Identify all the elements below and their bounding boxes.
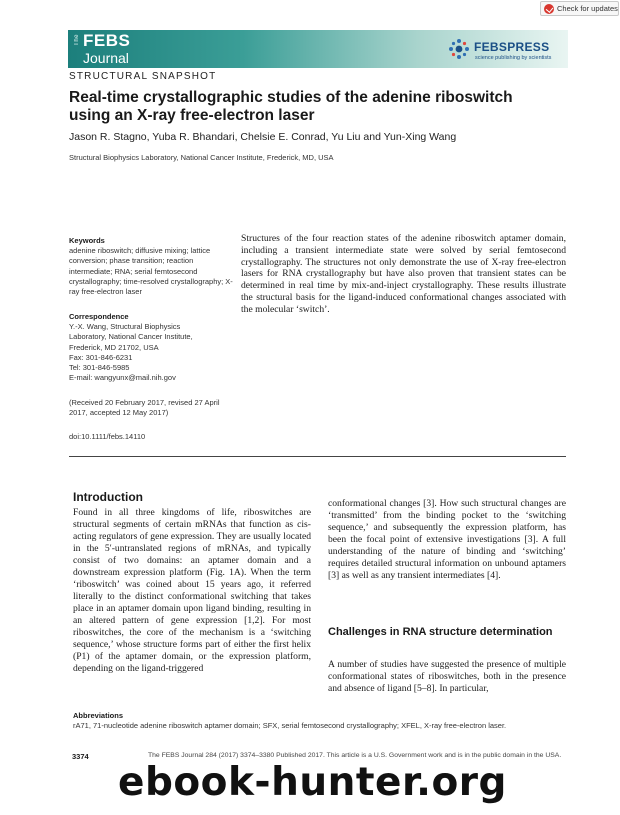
introduction-left-column	[73, 507, 311, 675]
introduction-right-column	[328, 498, 566, 582]
journal-logo-journal: Journal	[83, 50, 129, 66]
correspondence-line: Y.-X. Wang, Structural Biophysics	[69, 322, 181, 332]
keywords-block	[69, 236, 234, 297]
publisher-tagline: science publishing by scientists	[475, 55, 552, 61]
introduction-heading: Introduction	[73, 490, 143, 504]
article-authors: Jason R. Stagno, Yuba R. Bhandari, Chelsie E. Conrad, Yu Liu and Yun-Xing Wang	[69, 131, 457, 143]
section-divider	[69, 456, 566, 457]
challenges-heading: Challenges in RNA structure determination	[328, 626, 553, 638]
check-updates-icon	[544, 4, 554, 14]
article-type: STRUCTURAL SNAPSHOT	[69, 71, 217, 82]
author-affiliation: Structural Biophysics Laboratory, National Cancer Institute, Frederick, MD, USA	[69, 153, 334, 162]
check-updates-label: Check for updates	[557, 4, 618, 13]
article-title: Real-time crystallographic studies of the adenine riboswitch using an X-ray free-electron laser	[69, 89, 513, 124]
introduction-paragraph: Found in all three kingdoms of life, riboswitches are structural segments of certain mRNAs that function as cis-acting regulators of gene expression. They are usually located in the 5′-untranslated regions of mRNAs, and typically consist of two domains: an aptamer domain and a downstream expression platform (Fig. 1A). When the term ‘riboswitch’ was coined about 15 years ago, it referred literally to the distinct conformational switching that takes place in an aptamer domain upon ligand binding, resulting in an altered pattern of gene expression [1,2]. For most riboswitches, the core of the mechanism is a ‘switching sequence,’ whose structure forms part of either the first helix (P1) of the aptamer domain, or the expression platform, depending on the ligand-triggered	[73, 507, 311, 674]
watermark: ebook-hunter.org	[118, 760, 507, 805]
abbreviations-heading: Abbreviations	[73, 711, 124, 720]
keywords-heading: Keywords	[69, 236, 105, 245]
journal-logo-febs: FEBS	[83, 31, 131, 50]
correspondence-tel: Tel: 301-846-5985	[69, 363, 130, 373]
journal-logo-the: The	[74, 34, 80, 46]
correspondence-fax: Fax: 301-846-6231	[69, 352, 133, 362]
doi-link[interactable]: doi:10.1111/febs.14110	[69, 432, 146, 441]
page-number: 3374	[72, 752, 89, 761]
footer-citation: The FEBS Journal 284 (2017) 3374–3380 Published 2017. This article is a U.S. Government work and is in the public domain in the USA.	[148, 752, 562, 759]
challenges-paragraph: A number of studies have suggested the presence of multiple conformational states of riboswitches, both in the presence and absence of ligand [5–8]. In particular,	[328, 659, 566, 694]
correspondence-line: Laboratory, National Cancer Institute,	[69, 332, 193, 342]
abstract-text: Structures of the four reaction states of the adenine riboswitch aptamer domain, including a transient intermediate state were solved by serial femtosecond crystallography. The structures not only demonstrate the use of X-ray free-electron lasers for RNA crystallography but have also proven that transient states can be determined in real time by mix-and-inject crystallography. These results illustrate the structural basis for the ligand-induced conformational changes associated with the molecular ‘switch’.	[241, 233, 566, 315]
publisher-name: FEBSPRESS	[474, 40, 550, 54]
febs-press-logo-icon	[448, 38, 470, 60]
correspondence-line: Frederick, MD 21702, USA	[69, 342, 159, 352]
abbreviations-text: rA71, 71-nucleotide adenine riboswitch aptamer domain; SFX, serial femtosecond crystallography; XFEL, X-ray free-electron laser.	[73, 721, 507, 730]
received-dates: (Received 20 February 2017, revised 27 April 2017, accepted 12 May 2017)	[69, 398, 220, 418]
correspondence-heading: Correspondence	[69, 312, 129, 321]
correspondence-block	[69, 312, 234, 383]
introduction-paragraph-continued: conformational changes [3]. How such structural changes are ‘transmitted’ from the binding pocket to the ‘switching sequence,’ and subsequently the expression platform, has been the focal point of extensive investigations [3]. A full understanding of the nature of binding and ‘switching’ requires detailed structural information on unbound aptamers [3] as well as any transient intermediates [4].	[328, 498, 566, 581]
correspondence-email[interactable]: E-mail: wangyunx@mail.nih.gov	[69, 373, 176, 383]
check-for-updates-button[interactable]	[540, 1, 619, 16]
challenges-column	[328, 659, 566, 695]
keywords-text: adenine riboswitch; diffusive mixing; lattice conversion; phase transition; reaction intermediate; RNA; serial femtosecond crystallography; time-resolved crystallography; X-ray free-electron laser	[69, 246, 233, 297]
